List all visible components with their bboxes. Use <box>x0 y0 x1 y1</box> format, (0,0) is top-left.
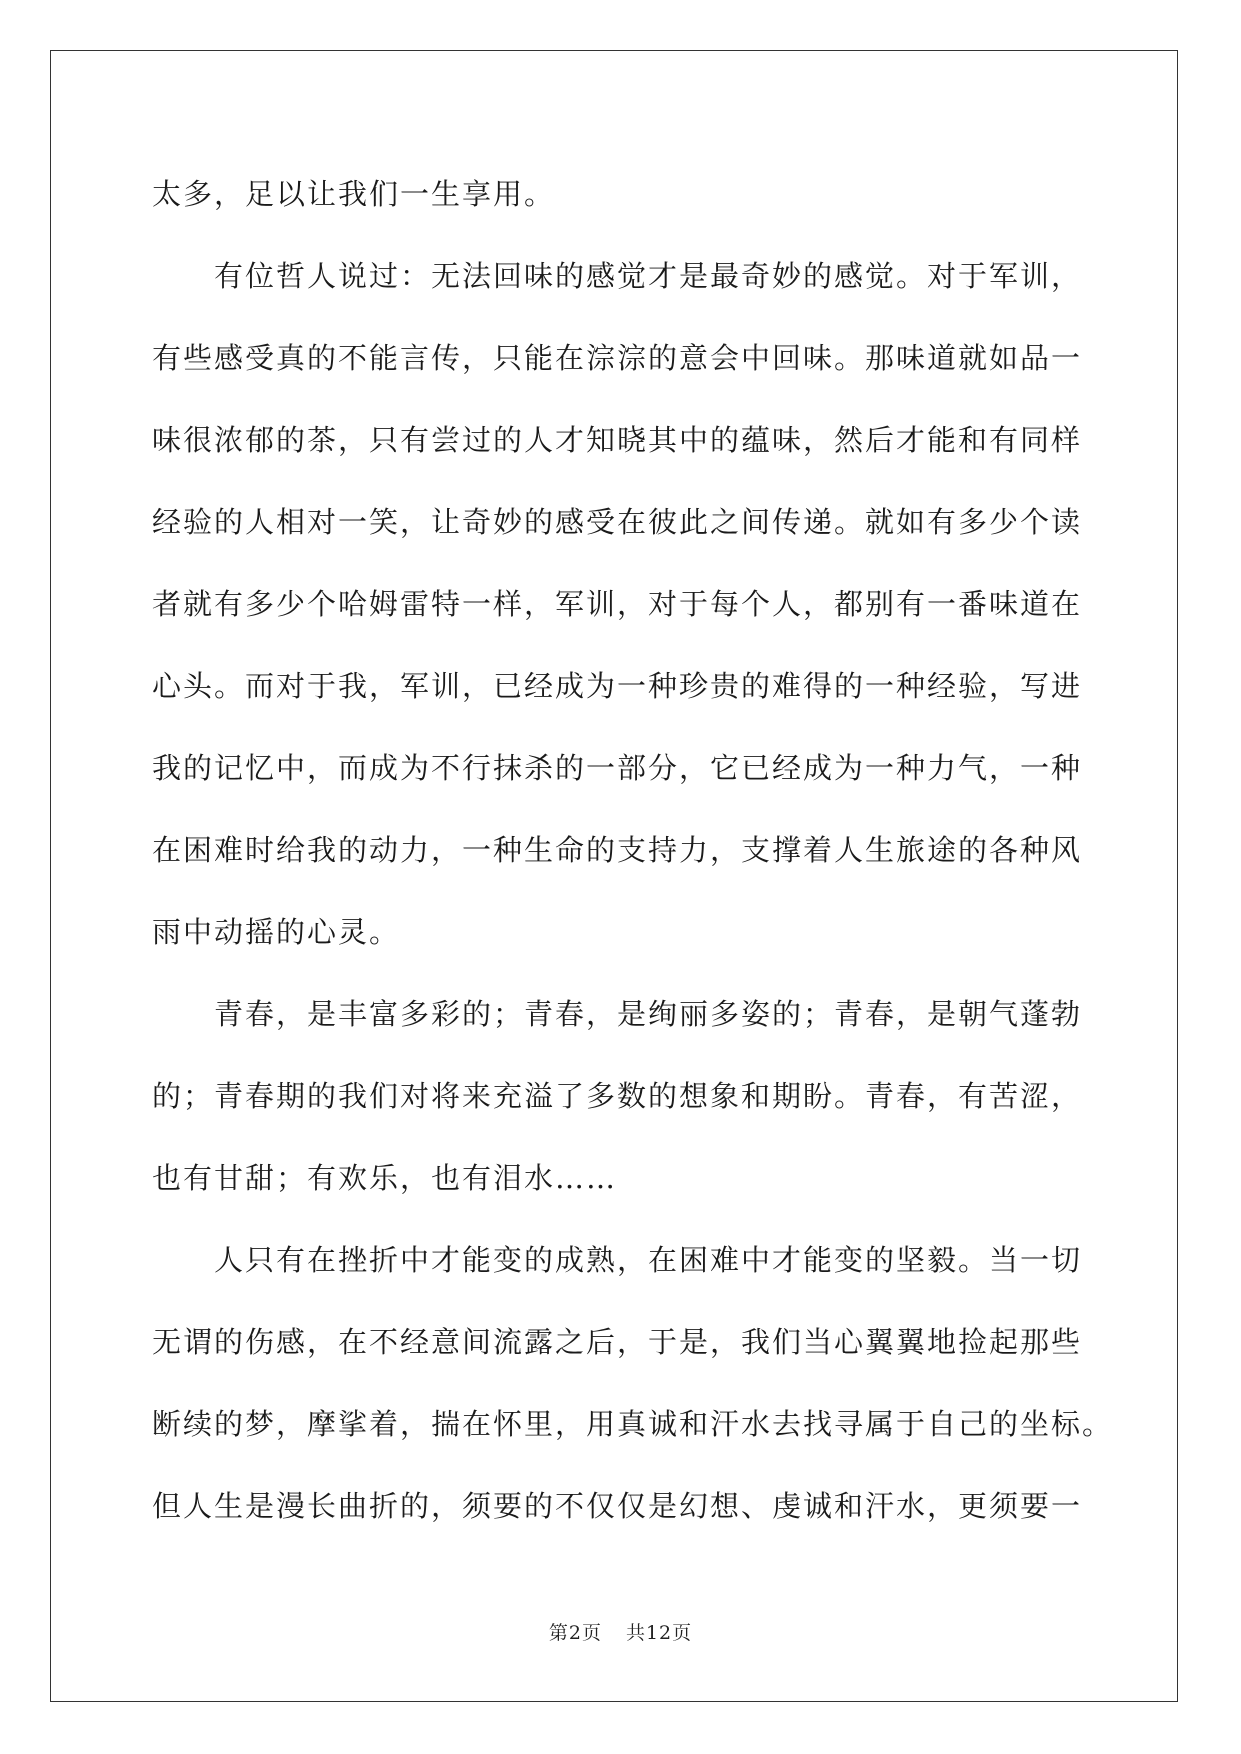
total-pages: 共12页 <box>625 1622 693 1644</box>
text-line: 有位哲人说过：无法回味的感觉才是最奇妙的感觉。对于军训， <box>214 259 1083 293</box>
text-line: 心头。而对于我，军训，已经成为一种珍贵的难得的一种经验，写进 <box>152 669 1083 703</box>
text-line: 的；青春期的我们对将来充溢了多数的想象和期盼。青春，有苦涩， <box>152 1079 1083 1113</box>
text-line: 但人生是漫长曲折的，须要的不仅仅是幻想、虔诚和汗水，更须要一 <box>152 1489 1083 1523</box>
text-line: 有些感受真的不能言传，只能在淙淙的意会中回味。那味道就如品一 <box>152 341 1083 375</box>
text-line: 也有甘甜；有欢乐，也有泪水…… <box>152 1161 618 1195</box>
text-line: 者就有多少个哈姆雷特一样，军训，对于每个人，都别有一番味道在 <box>152 587 1083 621</box>
text-line: 人只有在挫折中才能变的成熟，在困难中才能变的坚毅。当一切 <box>214 1243 1083 1277</box>
text-line: 经验的人相对一笑，让奇妙的感受在彼此之间传递。就如有多少个读 <box>152 505 1083 539</box>
text-line: 味很浓郁的茶，只有尝过的人才知晓其中的蕴味，然后才能和有同样 <box>152 423 1083 457</box>
text-line: 雨中动摇的心灵。 <box>152 915 401 949</box>
text-line: 青春，是丰富多彩的；青春，是绚丽多姿的；青春，是朝气蓬勃 <box>214 997 1083 1031</box>
text-line: 太多，足以让我们一生享用。 <box>152 177 556 211</box>
text-line: 断续的梦，摩挲着，揣在怀里，用真诚和汗水去找寻属于自己的坐标。 <box>152 1407 1114 1441</box>
page-footer <box>0 1618 1241 1645</box>
document-body <box>152 153 1114 1547</box>
text-line: 我的记忆中，而成为不行抹杀的一部分，它已经成为一种力气，一种 <box>152 751 1083 785</box>
text-line: 无谓的伤感，在不经意间流露之后，于是，我们当心翼翼地捡起那些 <box>152 1325 1083 1359</box>
page-number: 第2页 <box>548 1622 602 1644</box>
text-line: 在困难时给我的动力，一种生命的支持力，支撑着人生旅途的各种风 <box>152 833 1083 867</box>
